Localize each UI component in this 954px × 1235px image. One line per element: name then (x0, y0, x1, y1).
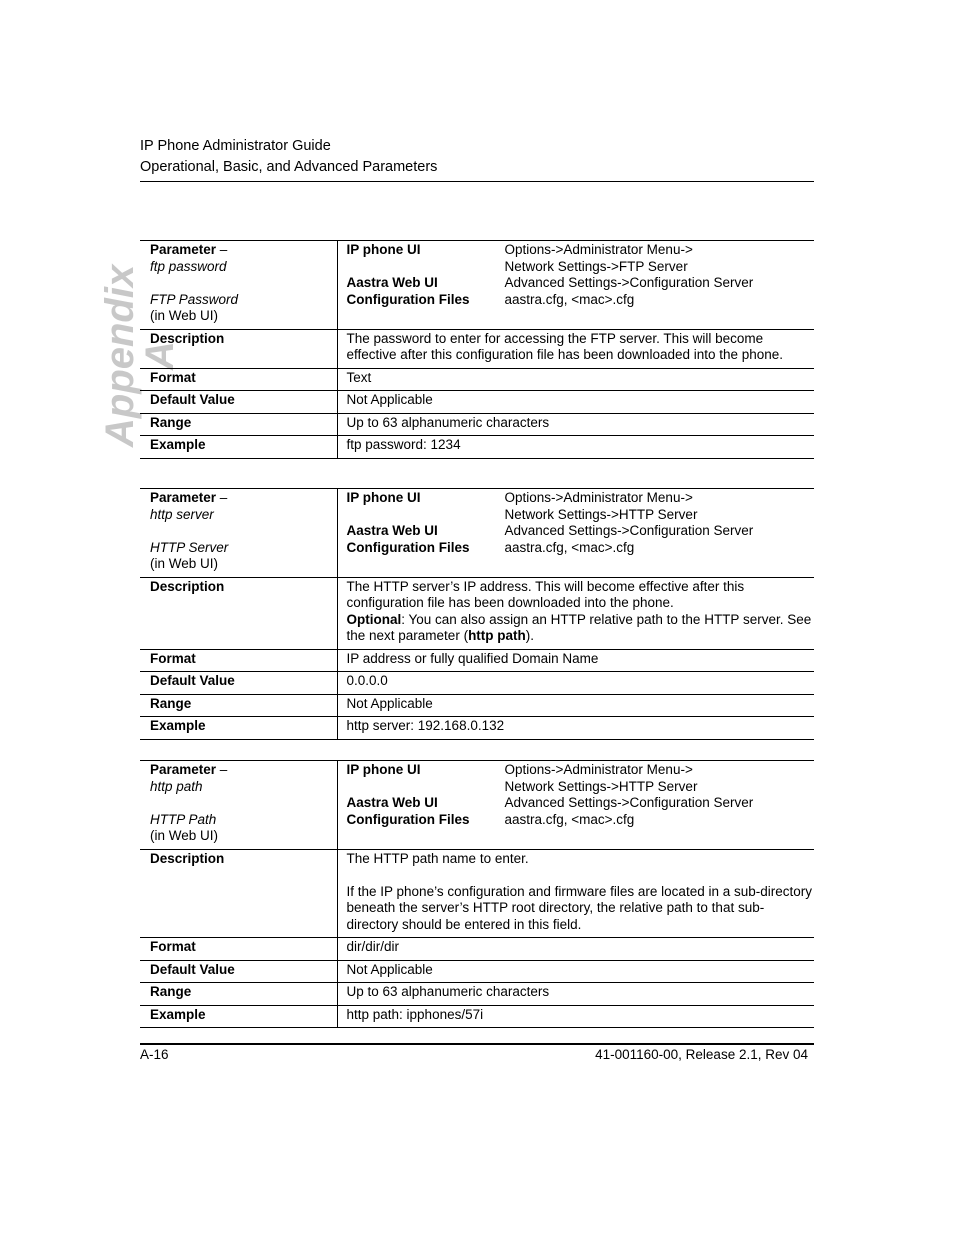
table-row (140, 391, 814, 414)
param-label: Parameter (150, 490, 217, 505)
range-label: Range (150, 984, 192, 999)
ip-phone-ui-path-1: Options->Administrator Menu-> (504, 762, 693, 777)
config-files-label: Configuration Files (346, 811, 470, 827)
format-value: dir/dir/dir (337, 938, 814, 961)
ip-phone-ui-label: IP phone UI (346, 490, 421, 505)
param-name: http path (150, 778, 203, 794)
web-ui-label: Aastra Web UI (346, 795, 438, 810)
footer-rule (140, 1043, 814, 1045)
table-row (140, 329, 814, 368)
range-value: Up to 63 alphanumeric characters (337, 413, 814, 436)
config-files-label: Configuration Files (346, 539, 470, 555)
table-row (140, 1005, 814, 1028)
description-value (337, 577, 814, 649)
config-files-value: aastra.cfg, <mac>.cfg (504, 811, 635, 827)
example-value: ftp password: 1234 (337, 436, 814, 459)
default-label: Default Value (150, 673, 235, 688)
param-dash: – (216, 490, 228, 505)
format-label: Format (150, 939, 196, 954)
table-row (140, 489, 814, 578)
table-row (140, 983, 814, 1006)
table-row (140, 436, 814, 459)
table-row (140, 938, 814, 961)
optional-text-end: ). (525, 628, 535, 643)
param-label: Parameter (150, 762, 217, 777)
ip-phone-ui-label: IP phone UI (346, 762, 421, 777)
example-label: Example (150, 1006, 206, 1022)
ip-phone-ui-path-1: Options->Administrator Menu-> (504, 242, 693, 257)
web-ui-path: Advanced Settings->Configuration Server (504, 523, 754, 538)
description-text-2: If the IP phone’s configuration and firmware files are located in a sub-directory beneath the server’s HTTP root directory, the relative path to that sub-directory should be entered in this field. (346, 883, 813, 932)
web-ui-label: Aastra Web UI (346, 523, 438, 538)
guide-title: IP Phone Administrator Guide (140, 138, 331, 154)
web-param-name: HTTP Path (150, 811, 217, 827)
table-row (140, 413, 814, 436)
optional-label: Optional (346, 611, 402, 627)
param-dash: – (216, 762, 228, 777)
web-ui-label: Aastra Web UI (346, 275, 438, 290)
location-cell (337, 241, 814, 330)
param-table-http-server (140, 488, 814, 740)
page-header (140, 136, 814, 178)
param-name-cell (140, 761, 337, 850)
table-row (140, 577, 814, 649)
param-table-ftp-password (140, 240, 814, 459)
ip-phone-ui-path-2: Network Settings->HTTP Server (504, 506, 698, 522)
param-name: ftp password (150, 258, 227, 274)
location-cell (337, 489, 814, 578)
range-label: Range (150, 414, 192, 430)
ip-phone-ui-label: IP phone UI (346, 242, 421, 257)
table-row (140, 241, 814, 330)
default-value: 0.0.0.0 (337, 672, 814, 695)
param-name: http server (150, 506, 214, 522)
format-label: Format (150, 650, 196, 666)
page-number: A-16 (140, 1047, 169, 1062)
format-value: Text (337, 368, 814, 391)
example-value: http path: ipphones/57i (337, 1005, 814, 1028)
table-row (140, 960, 814, 983)
description-value: The password to enter for accessing the FTP server. This will become effective after this configuration file has been downloaded into the phone. (337, 329, 814, 368)
config-files-value: aastra.cfg, <mac>.cfg (504, 291, 635, 307)
web-param-name: FTP Password (150, 291, 239, 307)
web-ui-path: Advanced Settings->Configuration Server (504, 795, 754, 810)
example-value: http server: 192.168.0.132 (337, 717, 814, 740)
config-files-label: Configuration Files (346, 291, 470, 307)
ip-phone-ui-path-1: Options->Administrator Menu-> (504, 490, 693, 505)
header-rule (140, 181, 814, 182)
range-value: Up to 63 alphanumeric characters (337, 983, 814, 1006)
appendix-side-tab: Appendix A (98, 264, 182, 448)
table-row (140, 672, 814, 695)
param-name-cell (140, 489, 337, 578)
example-label: Example (150, 718, 206, 733)
format-value: IP address or fully qualified Domain Name (337, 649, 814, 672)
format-label: Format (150, 369, 196, 385)
description-label: Description (150, 850, 225, 866)
default-value: Not Applicable (337, 960, 814, 983)
default-label: Default Value (150, 392, 235, 407)
web-param-name: HTTP Server (150, 539, 229, 555)
description-label: Description (150, 330, 225, 346)
web-suffix: (in Web UI) (150, 308, 219, 323)
table-row (140, 368, 814, 391)
parameter-reference: http path (468, 628, 526, 643)
web-ui-path: Advanced Settings->Configuration Server (504, 275, 754, 290)
web-suffix: (in Web UI) (150, 828, 219, 843)
table-row (140, 717, 814, 740)
param-name-cell (140, 241, 337, 330)
range-label: Range (150, 695, 192, 711)
table-row (140, 761, 814, 850)
param-table-http-path (140, 760, 814, 1028)
web-suffix: (in Web UI) (150, 556, 219, 571)
example-label: Example (150, 437, 206, 452)
description-text-1: The HTTP server’s IP address. This will become effective after this configuration file has been downloaded into the phone. (346, 578, 745, 610)
table-row (140, 849, 814, 938)
default-value: Not Applicable (337, 391, 814, 414)
description-text-1: The HTTP path name to enter. (346, 850, 529, 866)
location-cell (337, 761, 814, 850)
description-label: Description (150, 578, 225, 594)
param-label: Parameter (150, 242, 217, 257)
default-label: Default Value (150, 961, 235, 977)
range-value: Not Applicable (337, 694, 814, 717)
section-title: Operational, Basic, and Advanced Parameters (140, 159, 438, 175)
config-files-value: aastra.cfg, <mac>.cfg (504, 539, 635, 555)
table-row (140, 694, 814, 717)
ip-phone-ui-path-2: Network Settings->FTP Server (504, 258, 688, 274)
optional-text: : You can also assign an HTTP relative path to the HTTP server. See the next parameter ( (346, 611, 812, 643)
param-dash: – (216, 242, 228, 257)
document-number: 41-001160-00, Release 2.1, Rev 04 (595, 1047, 808, 1062)
description-value (337, 849, 814, 938)
ip-phone-ui-path-2: Network Settings->HTTP Server (504, 778, 698, 794)
table-row (140, 649, 814, 672)
description-text-2 (347, 612, 815, 645)
